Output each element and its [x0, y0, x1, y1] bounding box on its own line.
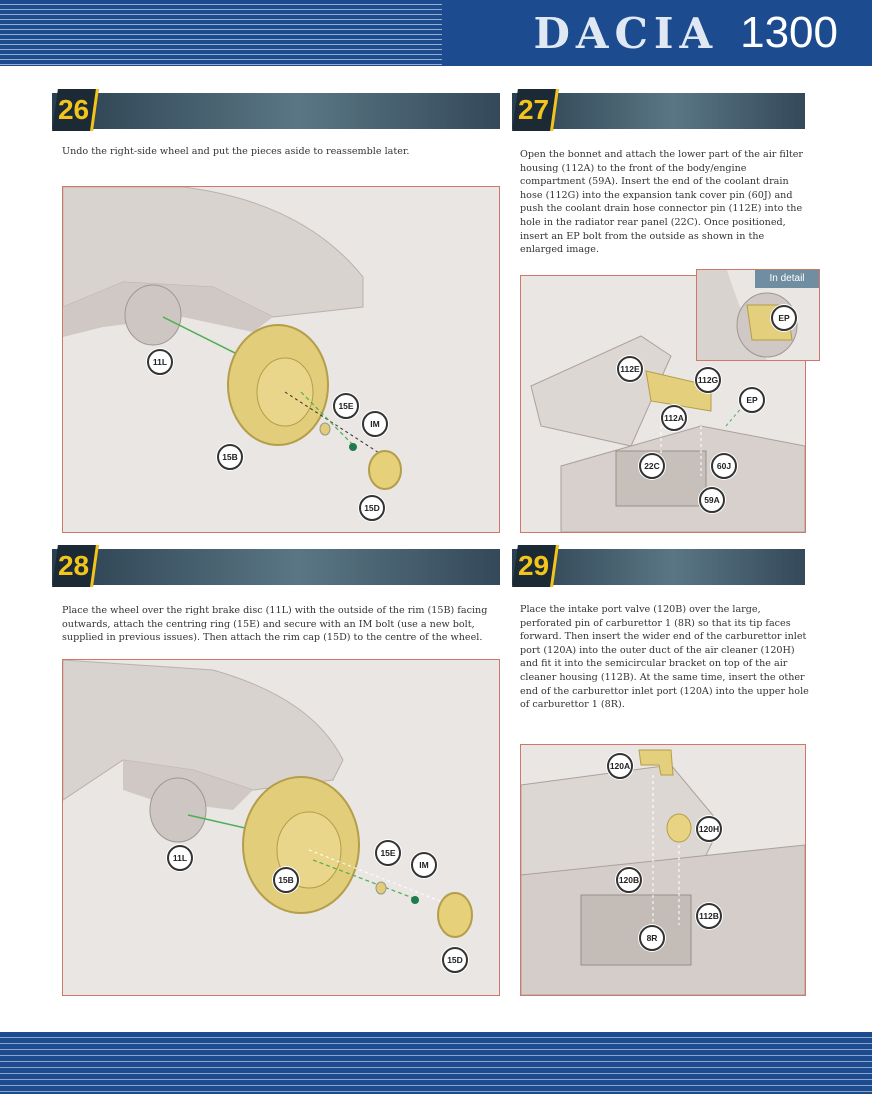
- part-label: 15E: [375, 840, 401, 866]
- part-label: 22C: [639, 453, 665, 479]
- step-number: 26: [52, 89, 99, 131]
- step-27-text: Open the bonnet and attach the lower part of the air filter housing (112A) to the front of the body/engine compartment (59A). Insert the end of the coolant drain hose (112G) into the expansion tank cover pin (60J) and push the coolant drain hose connector pin (112E) into the hole in the radiator rear panel (22C). Once positioned, insert an EP bolt from the outside as shown in the enlarged image.: [520, 149, 804, 256]
- page-footer: [0, 1032, 872, 1094]
- wheel-fitting-drawing: [63, 660, 499, 995]
- step-28-text: Place the wheel over the right brake disc (11L) with the outside of the rim (15B) facing outwards, attach the centring ring (15E) and secure with an IM bolt (use a new bolt, supplied in previous issues). Then attach the rim cap (15D) to the centre of the wheel.: [62, 605, 488, 644]
- step-26-header: [52, 93, 500, 129]
- brand-model: 1300: [740, 8, 838, 57]
- step-28-illustration: [62, 659, 500, 996]
- part-label: 15B: [217, 444, 243, 470]
- part-label: IM: [362, 411, 388, 437]
- step-29-header: [512, 549, 805, 585]
- step-28-header: [52, 549, 500, 585]
- detail-tab: In detail: [755, 270, 819, 288]
- part-label: 112E: [617, 356, 643, 382]
- step-27-header: [512, 93, 805, 129]
- step-29-illustration: [520, 744, 806, 996]
- part-label: 11L: [167, 845, 193, 871]
- part-label: 120H: [696, 816, 722, 842]
- part-label: 15D: [359, 495, 385, 521]
- part-label: EP: [771, 305, 797, 331]
- part-label: 8R: [639, 925, 665, 951]
- detail-inset: [696, 269, 820, 361]
- part-label: 112G: [695, 367, 721, 393]
- step-number: 29: [512, 545, 559, 587]
- part-label: EP: [739, 387, 765, 413]
- part-label: 15E: [333, 393, 359, 419]
- part-label: 60J: [711, 453, 737, 479]
- part-label: 112A: [661, 405, 687, 431]
- step-number: 28: [52, 545, 99, 587]
- part-label: 15B: [273, 867, 299, 893]
- step-29-text: Place the intake port valve (120B) over the large, perforated pin of carburettor 1 (8R) so that its tip faces forward. Then insert the wider end of the carburettor inlet port (120A) into the outer duct of the air cleaner (120H) and fit it into the semicircular bracket on top of the air cleaner housing (112B). At the same time, insert the other end of the carburettor inlet port (120A) into the upper hole of carburettor 1 (8R).: [520, 604, 809, 711]
- part-label: 120A: [607, 753, 633, 779]
- wheel-removal-drawing: [63, 187, 499, 532]
- step-26-text: Undo the right-side wheel and put the pieces aside to reassemble later.: [62, 146, 410, 157]
- part-label: IM: [411, 852, 437, 878]
- brand: [533, 8, 838, 58]
- part-label: 120B: [616, 867, 642, 893]
- part-label: 112B: [696, 903, 722, 929]
- page-header: [0, 0, 872, 66]
- part-label: 15D: [442, 947, 468, 973]
- part-label: 59A: [699, 487, 725, 513]
- part-label: 11L: [147, 349, 173, 375]
- step-number: 27: [512, 89, 559, 131]
- carburettor-drawing: [521, 745, 805, 995]
- step-26-illustration: [62, 186, 500, 533]
- brand-logo: DACIA: [533, 8, 719, 58]
